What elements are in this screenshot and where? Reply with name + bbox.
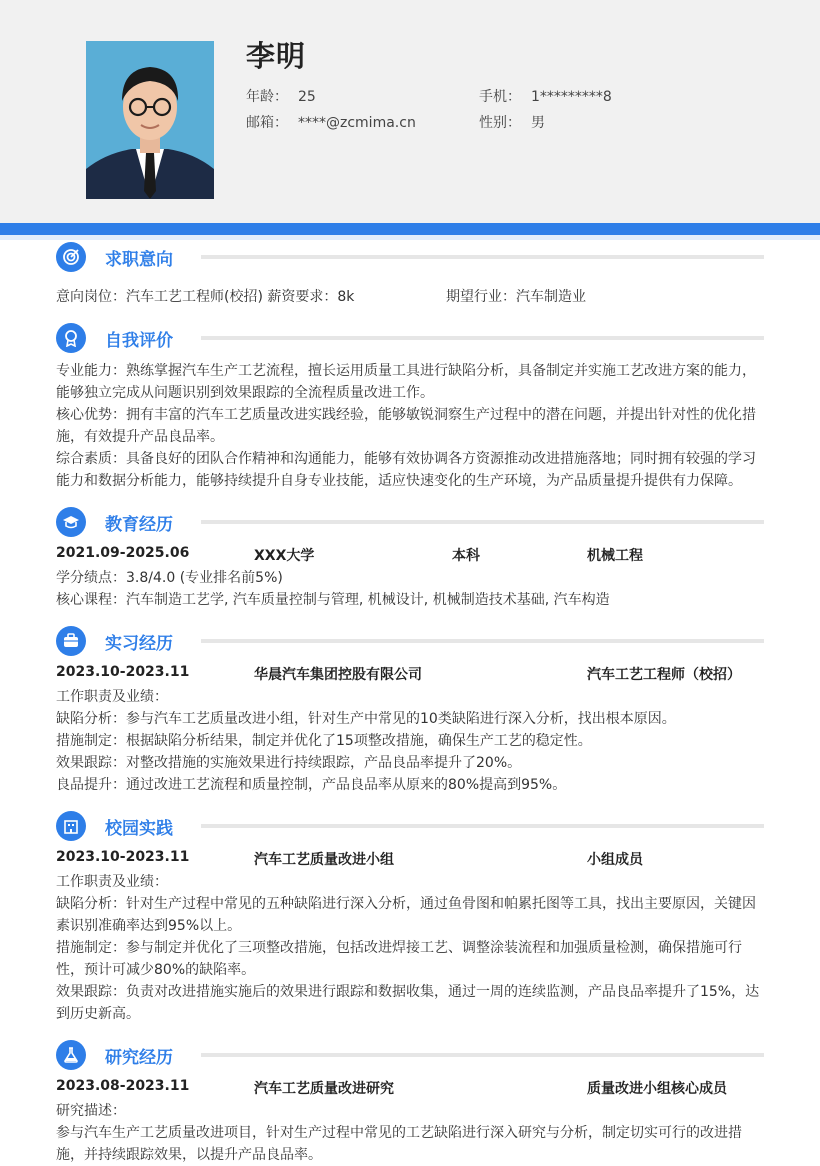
- section-title: 教育经历: [105, 515, 173, 535]
- text-line: 工作职责及业绩：: [56, 689, 168, 705]
- education-major: 机械工程: [587, 548, 643, 564]
- section-intent-header: [56, 242, 764, 272]
- education-school: XXX大学: [254, 548, 315, 564]
- text-line: 研究描述：: [56, 1103, 126, 1119]
- section-title: 自我评价: [105, 331, 173, 351]
- text-line: 效果跟踪：负责对改进措施实施后的效果进行跟踪和数据收集，通过一周的连续监测，产品良品率提升了15%，达: [56, 984, 760, 1000]
- text-line: 施，并持续跟踪效果，以提升产品良品率。: [56, 1147, 322, 1163]
- section-title: 求职意向: [105, 250, 173, 270]
- section-rule: [201, 824, 764, 828]
- text-line: 专业能力：熟练掌握汽车生产工艺流程，擅长运用质量工具进行缺陷分析，具备制定并实施工艺改进方案的能力，: [56, 363, 756, 379]
- text-line: 缺陷分析：参与汽车工艺质量改进小组，针对生产中常见的10类缺陷进行深入分析，找出根本原因。: [56, 711, 676, 727]
- section-rule: [201, 639, 764, 643]
- education-row: [56, 545, 764, 567]
- intent-row: [56, 286, 764, 308]
- campus-date: 2023.10-2023.11: [56, 849, 190, 865]
- text-line: 良品提升：通过改进工艺流程和质量控制，产品良品率从原来的80%提高到95%。: [56, 777, 567, 793]
- self-evaluation-text: [56, 360, 766, 492]
- section-campus-header: [56, 811, 764, 841]
- text-line: 参与汽车生产工艺质量改进项目，针对生产过程中常见的工艺缺陷进行深入研究与分析，制定切实可行的改进措: [56, 1125, 742, 1141]
- building-icon: [56, 811, 86, 841]
- phone-field: [479, 86, 612, 106]
- section-internship-header: [56, 626, 764, 656]
- profile-header: [0, 0, 820, 223]
- section-rule: [201, 1053, 764, 1057]
- text-line: 工作职责及业绩：: [56, 874, 168, 890]
- education-degree: 本科: [452, 548, 480, 564]
- gender-label: 性别：: [479, 115, 521, 131]
- text-line: 缺陷分析：针对生产过程中常见的五种缺陷进行深入分析，通过鱼骨图和帕累托图等工具，找出主要原因，关键因: [56, 896, 756, 912]
- medal-icon: [56, 323, 86, 353]
- section-title: 研究经历: [105, 1048, 173, 1068]
- graduation-cap-icon: [56, 507, 86, 537]
- text-line: 措施制定：根据缺陷分析结果，制定并优化了15项整改措施，确保生产工艺的稳定性。: [56, 733, 592, 749]
- email-label: 邮箱：: [246, 115, 288, 131]
- section-research-header: [56, 1040, 764, 1070]
- research-date: 2023.08-2023.11: [56, 1078, 190, 1094]
- target-icon: [56, 242, 86, 272]
- section-education-header: [56, 507, 764, 537]
- campus-org: 汽车工艺质量改进小组: [254, 852, 394, 868]
- text-line: 措施制定：参与制定并优化了三项整改措施，包括改进焊接工艺、调整涂装流程和加强质量检测，确保措施可行: [56, 940, 742, 956]
- profile-photo: [86, 41, 214, 199]
- campus-details: [56, 871, 766, 1025]
- education-date: 2021.09-2025.06: [56, 545, 190, 561]
- section-title: 实习经历: [105, 634, 173, 654]
- age-field: [246, 86, 316, 106]
- email-value: ****@zcmima.cn: [298, 115, 416, 131]
- candidate-name: 李明: [246, 39, 307, 73]
- internship-date: 2023.10-2023.11: [56, 664, 190, 680]
- internship-role: 汽车工艺工程师（校招）: [587, 667, 741, 683]
- header-divider: [0, 223, 820, 235]
- flask-icon: [56, 1040, 86, 1070]
- research-role: 质量改进小组核心成员: [587, 1081, 727, 1097]
- campus-role: 小组成员: [587, 852, 643, 868]
- research-project: 汽车工艺质量改进研究: [254, 1081, 394, 1097]
- age-value: 25: [298, 89, 316, 105]
- age-label: 年龄：: [246, 89, 288, 105]
- gender-value: 男: [531, 115, 545, 131]
- section-rule: [201, 336, 764, 340]
- text-line: 施，有效提升产品良品率。: [56, 429, 224, 445]
- text-line: 效果跟踪：对整改措施的实施效果进行持续跟踪，产品良品率提升了20%。: [56, 755, 522, 771]
- intent-position: 意向岗位：汽车工艺工程师(校招) 薪资要求：8k: [56, 289, 355, 305]
- internship-row: [56, 664, 764, 686]
- briefcase-icon: [56, 626, 86, 656]
- text-line: 能够独立完成从问题识别到效果跟踪的全流程质量改进工作。: [56, 385, 434, 401]
- text-line: 核心优势：拥有丰富的汽车工艺质量改进实践经验，能够敏锐洞察生产过程中的潜在问题，并提出针对性的优化措: [56, 407, 756, 423]
- internship-details: [56, 686, 766, 796]
- section-rule: [201, 255, 764, 259]
- text-line: 性，预计可减少80%的缺陷率。: [56, 962, 256, 978]
- gender-field: [479, 112, 545, 132]
- text-line: 能力和数据分析能力，能够持续提升自身专业技能，适应快速变化的生产环境，为产品质量提升提供有力保障。: [56, 473, 742, 489]
- section-self-header: [56, 323, 764, 353]
- intent-industry: 期望行业：汽车制造业: [446, 289, 586, 305]
- internship-company: 华晨汽车集团控股有限公司: [254, 667, 422, 683]
- section-title: 校园实践: [105, 819, 173, 839]
- phone-value: 1*********8: [531, 89, 612, 105]
- header-divider-shadow: [0, 235, 820, 240]
- text-line: 素识别准确率达到95%以上。: [56, 918, 242, 934]
- email-field: [246, 112, 416, 132]
- phone-label: 手机：: [479, 89, 521, 105]
- text-line: 综合素质：具备良好的团队合作精神和沟通能力，能够有效协调各方资源推动改进措施落地；同时拥有较强的学习: [56, 451, 756, 467]
- section-rule: [201, 520, 764, 524]
- campus-row: [56, 849, 764, 871]
- text-line: 到历史新高。: [56, 1006, 140, 1022]
- education-courses: 核心课程：汽车制造工艺学, 汽车质量控制与管理, 机械设计, 机械制造技术基础, 汽车构造: [56, 592, 610, 608]
- education-gpa: 学分绩点：3.8/4.0 (专业排名前5%): [56, 570, 283, 586]
- research-details: [56, 1100, 766, 1166]
- education-details: [56, 567, 766, 611]
- research-row: [56, 1078, 764, 1100]
